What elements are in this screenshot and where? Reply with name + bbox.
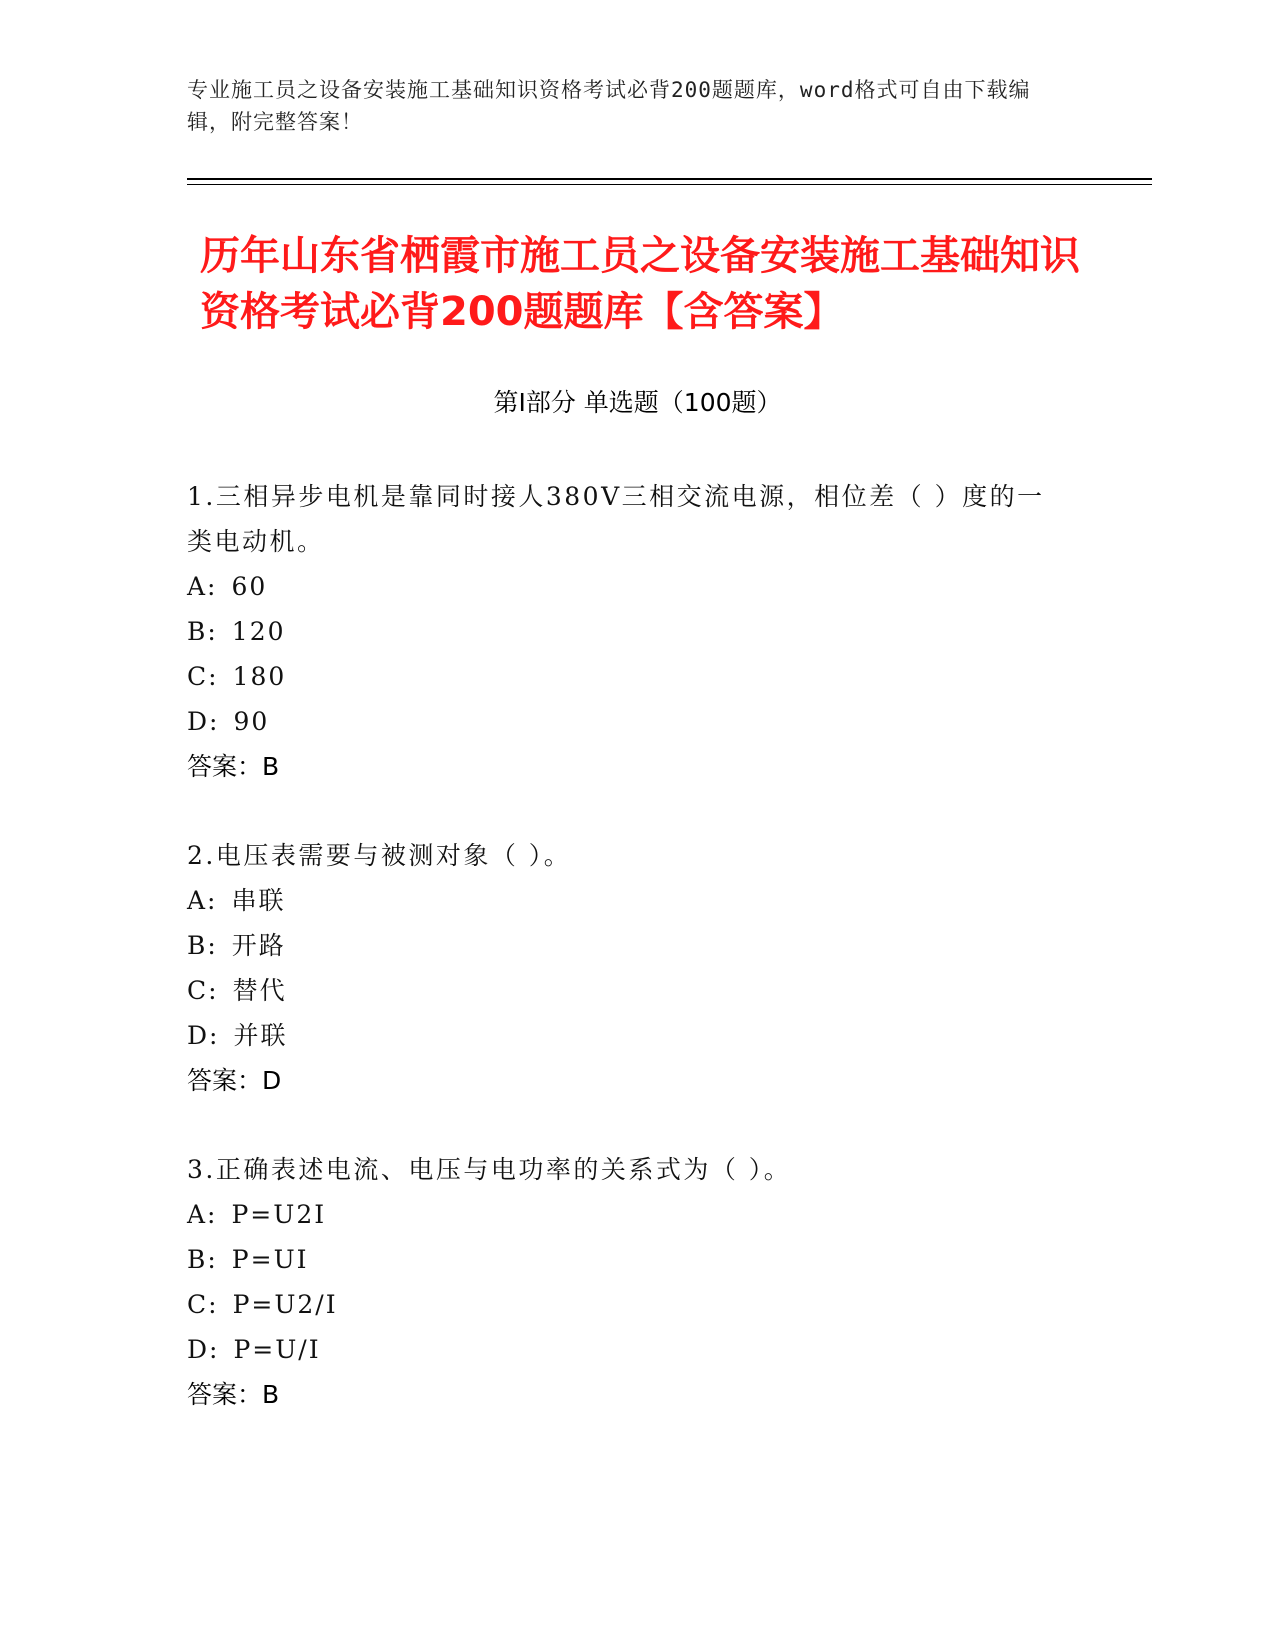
option-letter: B:: [187, 1245, 218, 1274]
option-letter: D:: [187, 1021, 220, 1050]
header-rule-thick: [187, 178, 1152, 180]
option-text: P=U2/I: [232, 1290, 338, 1319]
option-a: [187, 1192, 1067, 1237]
option-d: [187, 1013, 1067, 1058]
option-b: [187, 609, 1067, 654]
option-text: P=UI: [231, 1245, 309, 1274]
option-letter: A:: [187, 572, 218, 601]
option-text: 开路: [231, 931, 286, 960]
option-text: 60: [231, 572, 268, 601]
answer-line: 答案：D: [187, 1066, 282, 1095]
option-text: 串联: [231, 886, 286, 915]
question-3: [187, 1147, 1067, 1417]
question-1: [187, 474, 1067, 789]
option-text: 90: [233, 707, 270, 736]
option-b: [187, 923, 1067, 968]
answer-line: 答案：B: [187, 752, 280, 781]
header-rule-thin: [187, 184, 1152, 185]
answer-line: 答案：B: [187, 1380, 280, 1409]
option-letter: B:: [187, 931, 218, 960]
option-text: P=U/I: [233, 1335, 321, 1364]
option-letter: C:: [187, 662, 219, 691]
option-a: [187, 564, 1067, 609]
option-letter: B:: [187, 617, 218, 646]
option-text: 替代: [232, 976, 287, 1005]
header-note: 专业施工员之设备安装施工基础知识资格考试必背200题题库，word格式可自由下载编辑，附完整答案！: [187, 78, 1031, 134]
option-c: [187, 654, 1067, 699]
option-letter: C:: [187, 1290, 219, 1319]
option-c: [187, 968, 1067, 1013]
question-stem: 2.电压表需要与被测对象（ ）。: [187, 841, 572, 870]
question-stem: 1.三相异步电机是靠同时接人380V三相交流电源，相位差（ ）度的一类电动机。: [187, 482, 1045, 556]
option-letter: A:: [187, 1200, 218, 1229]
option-b: [187, 1237, 1067, 1282]
option-text: 180: [232, 662, 287, 691]
document-title: 历年山东省栖霞市施工员之设备安装施工基础知识资格考试必背200题题库【含答案】: [200, 233, 1080, 335]
option-letter: D:: [187, 707, 220, 736]
question-list: [187, 474, 1067, 1461]
option-d: [187, 699, 1067, 744]
option-letter: D:: [187, 1335, 220, 1364]
option-d: [187, 1327, 1067, 1372]
question-stem: 3.正确表述电流、电压与电功率的关系式为（ ）。: [187, 1155, 792, 1184]
question-2: [187, 833, 1067, 1103]
option-c: [187, 1282, 1067, 1327]
option-text: P=U2I: [231, 1200, 327, 1229]
option-letter: A:: [187, 886, 218, 915]
section-heading: 第Ⅰ部分 单选题（100题）: [493, 388, 782, 417]
option-letter: C:: [187, 976, 219, 1005]
option-text: 120: [231, 617, 286, 646]
option-a: [187, 878, 1067, 923]
option-text: 并联: [233, 1021, 288, 1050]
